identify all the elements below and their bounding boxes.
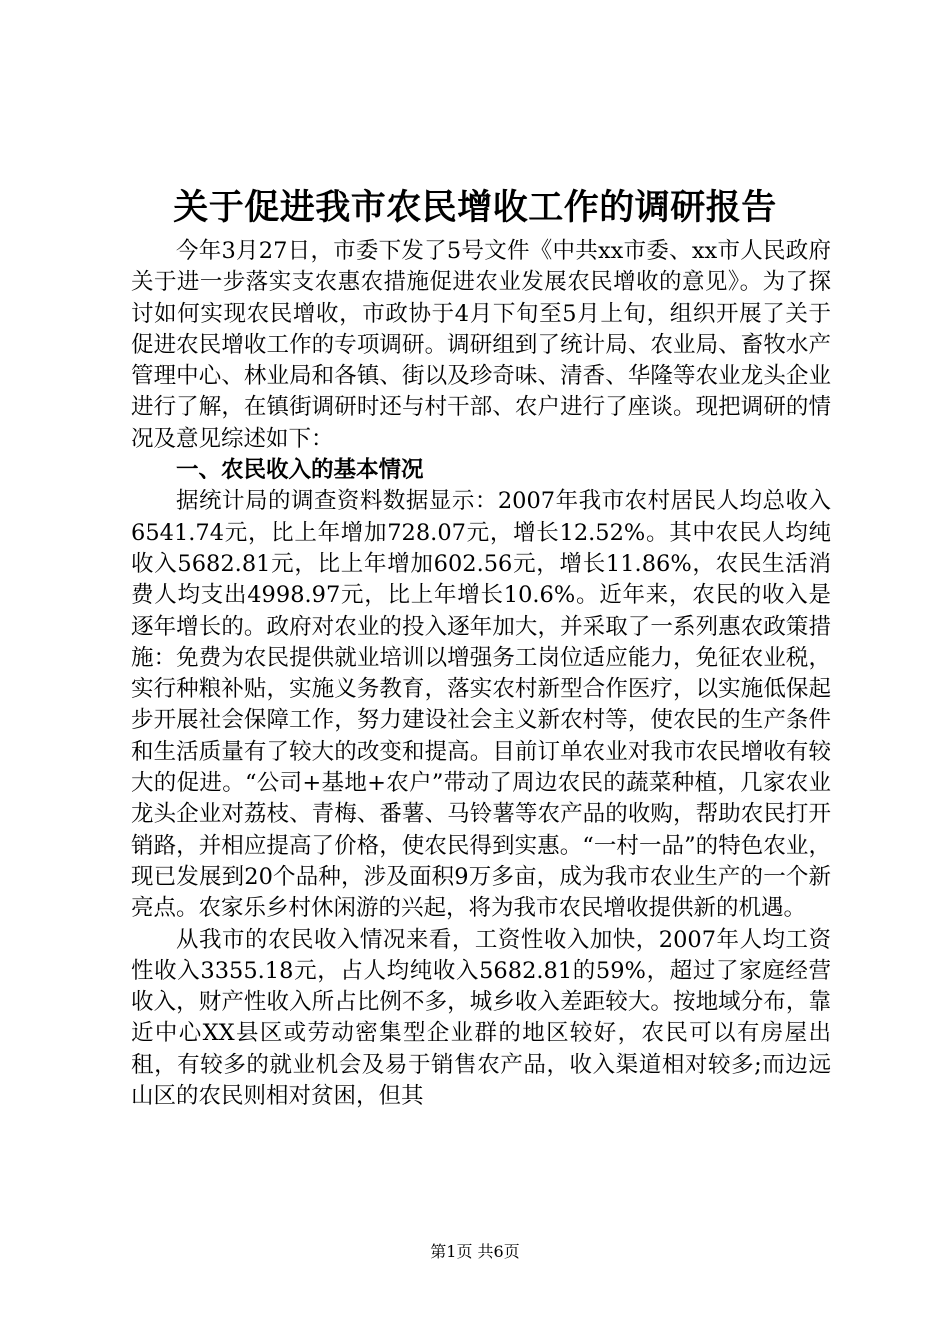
income-statistics-paragraph: 据统计局的调查资料数据显示：2007年我市农村居民人均总收入6541.74元，比上年增加728.07元，增长12.52%。其中农民人均纯收入5682.81元，比上年增加602.56元，增长11.86%，农民生活消费人均支出4998.97元，比上年增长10.6%。近年来，农民的收入是逐年增长的。政府对农业的投入逐年加大，并采取了一系列惠农政策措施：免费为农民提供就业培训以增强务工岗位适应能力，免征农业税，实行种粮补贴，实施义务教育，落实农村新型合作医疗，以实施低保起步开展社会保障工作，努力建设社会主义新农村等，使农民的生产条件和生活质量有了较大的改变和提高。目前订单农业对我市农民增收有较大的促进。“公司+基地+农户”带动了周边农民的蔬菜种植，几家农业龙头企业对荔枝、青梅、番薯、马铃薯等农产品的收购，帮助农民打开销路，并相应提高了价格，使农民得到实惠。“一村一品”的特色农业，现已发展到20个品种，涉及面积9万多亩，成为我市农业生产的一个新亮点。农家乐乡村休闲游的兴起，将为我市农民增收提供新的机遇。 [131,488,831,922]
income-structure-paragraph: 从我市的农民收入情况来看，工资性收入加快，2007年人均工资性收入3355.18元，占人均纯收入5682.81的59%，超过了家庭经营收入，财产性收入所占比例不多，城乡收入差距较大。按地域分布，靠近中心XX县区或劳动密集型企业群的地区较好，农民可以有房屋出租，有较多的就业机会及易于销售农产品，收入渠道相对较多;而边远山区的农民则相对贫困，但其 [131,926,831,1110]
document-title: 关于促进我市农民增收工作的调研报告 [173,187,777,228]
intro-paragraph: 今年3月27日，市委下发了5号文件《中共xx市委、xx市人民政府关于进一步落实支农惠农措施促进农业发展农民增收的意见》。为了探讨如何实现农民增收，市政协于4月下旬至5月上旬，组织开展了关于促进农民增收工作的专项调研。调研组到了统计局、农业局、畜牧水产管理中心、林业局和各镇、街以及珍奇味、清香、华隆等农业龙头企业进行了解，在镇街调研时还与村干部、农户进行了座谈。现把调研的情况及意见综述如下： [131,238,831,452]
page-footer: 第1页 共6页 [430,1242,520,1261]
section-heading: 一、农民收入的基本情况 [176,457,424,484]
document-body [131,236,831,1112]
